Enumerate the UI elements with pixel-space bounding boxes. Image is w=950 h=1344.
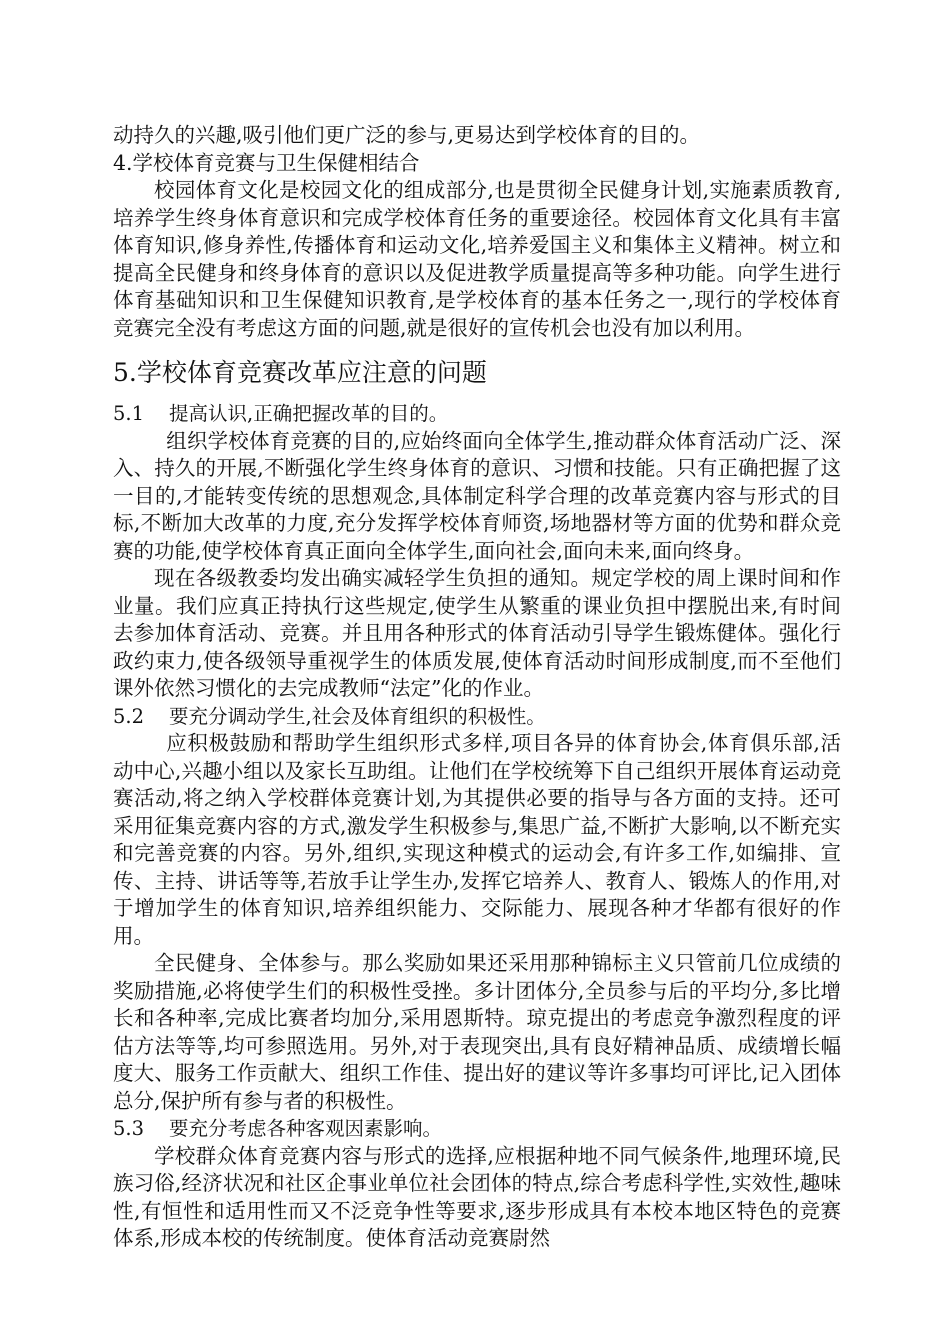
body-paragraph: 应积极鼓励和帮助学生组织形式多样,项目各异的体育协会,体育俱乐部,活动中心,兴趣小组以及家长互助组。让他们在学校统筹下自己组织开展体育运动竞赛活动,将之纳入学校群体竞赛计划,为其提供必要的指导与各方面的支持。还可采用征集竞赛内容的方式,激发学生积极参与,集思广益,不断扩大影响,以不断充实和完善竞赛的内容。另外,组织,实现这种模式的运动会,有许多工作,如编排、宣传、主持、讲话等等,若放手让学生办,发挥它培养人、教育人、锻炼人的作用,对于增加学生的体育知识,培养组织能力、交际能力、展现各种才华都有很好的作用。 [113,731,841,948]
body-paragraph: 动持久的兴趣,吸引他们更广泛的参与,更易达到学校体育的目的。 [113,123,701,147]
body-paragraph: 校园体育文化是校园文化的组成部分,也是贯彻全民健身计划,实施素质教育,培养学生终身体育意识和完成学校体育任务的重要途径。校园体育文化具有丰富体育知识,修身养性,传播体育和运动文化,培养爱国主义和集体主义精神。树立和提高全民健身和终身体育的意识以及促进教学质量提高等多种功能。向学生进行体育基础知识和卫生保健知识教育,是学校体育的基本任务之一,现行的学校体育竞赛完全没有考虑这方面的问题,就是很好的宣传机会也没有加以利用。 [113,178,841,340]
body-paragraph: 全民健身、全体参与。那么奖励如果还采用那种锦标主义只管前几位成绩的奖励措施,必将使学生们的积极性受挫。多计团体分,全员参与后的平均分,多比增长和各种率,完成比赛者均加分,采用恩斯特。琼克提出的考虑竞争激烈程度的评估方法等等,均可参照选用。另外,对于表现突出,具有良好精神品质、成绩增长幅度大、服务工作贡献大、组织工作佳、提出好的建议等许多事均可评比,记入团体总分,保护所有参与者的积极性。 [113,951,841,1113]
body-paragraph: 组织学校体育竞赛的目的,应始终面向全体学生,推动群众体育活动广泛、深入、持久的开展,不断强化学生终身体育的意识、习惯和技能。只有正确把握了这一目的,才能转变传统的思想观念,具体制定科学合理的改革竞赛内容与形式的目标,不断加大改革的力度,充分发挥学校体育师资,场地器材等方面的优势和群众竞赛的功能,使学校体育真正面向全体学生,面向社会,面向未来,面向终身。 [113,428,841,563]
body-paragraph: 现在各级教委均发出确实减轻学生负担的通知。规定学校的周上课时间和作业量。我们应真正持执行这些规定,使学生从繁重的课业负担中摆脱出来,有时间去参加体育活动、竞赛。并且用各种形式的体育活动引导学生锻炼健体。强化行政约束力,使各级领导重视学生的体质发展,使体育活动时间形成制度,而不至他们课外依然习惯化的去完成教师“法定”化的作业。 [113,566,841,700]
subheading-number: 5.3 [113,1117,145,1140]
section-heading: 5.学校体育竞赛改革应注意的问题 [113,358,487,387]
numbered-subheading [113,400,841,428]
subheading-text: 要充分调动学生,社会及体育组织的积极性。 [169,704,546,728]
subheading-number: 5.1 [113,402,145,425]
subsection-heading: 4.学校体育竞赛与卫生保健相结合 [113,150,420,175]
document-page [113,122,841,1253]
body-paragraph: 学校群众体育竞赛内容与形式的选择,应根据种地不同气候条件,地理环境,民族习俗,经济状况和社区企事业单位社会团体的特点,综合考虑科学性,实效性,趣味性,有恒性和适用性而又不泛竞争性等要求,逐步形成具有本校本地区特色的竞赛体系,形成本校的传统制度。使体育活动竞赛尉然 [113,1143,841,1250]
subheading-number: 5.2 [113,704,145,728]
numbered-subheading [113,703,841,731]
subheading-text: 提高认识,正确把握改革的目的。 [169,402,449,425]
numbered-subheading [113,1115,841,1143]
subheading-text: 要充分考虑各种客观因素影响。 [169,1117,443,1140]
